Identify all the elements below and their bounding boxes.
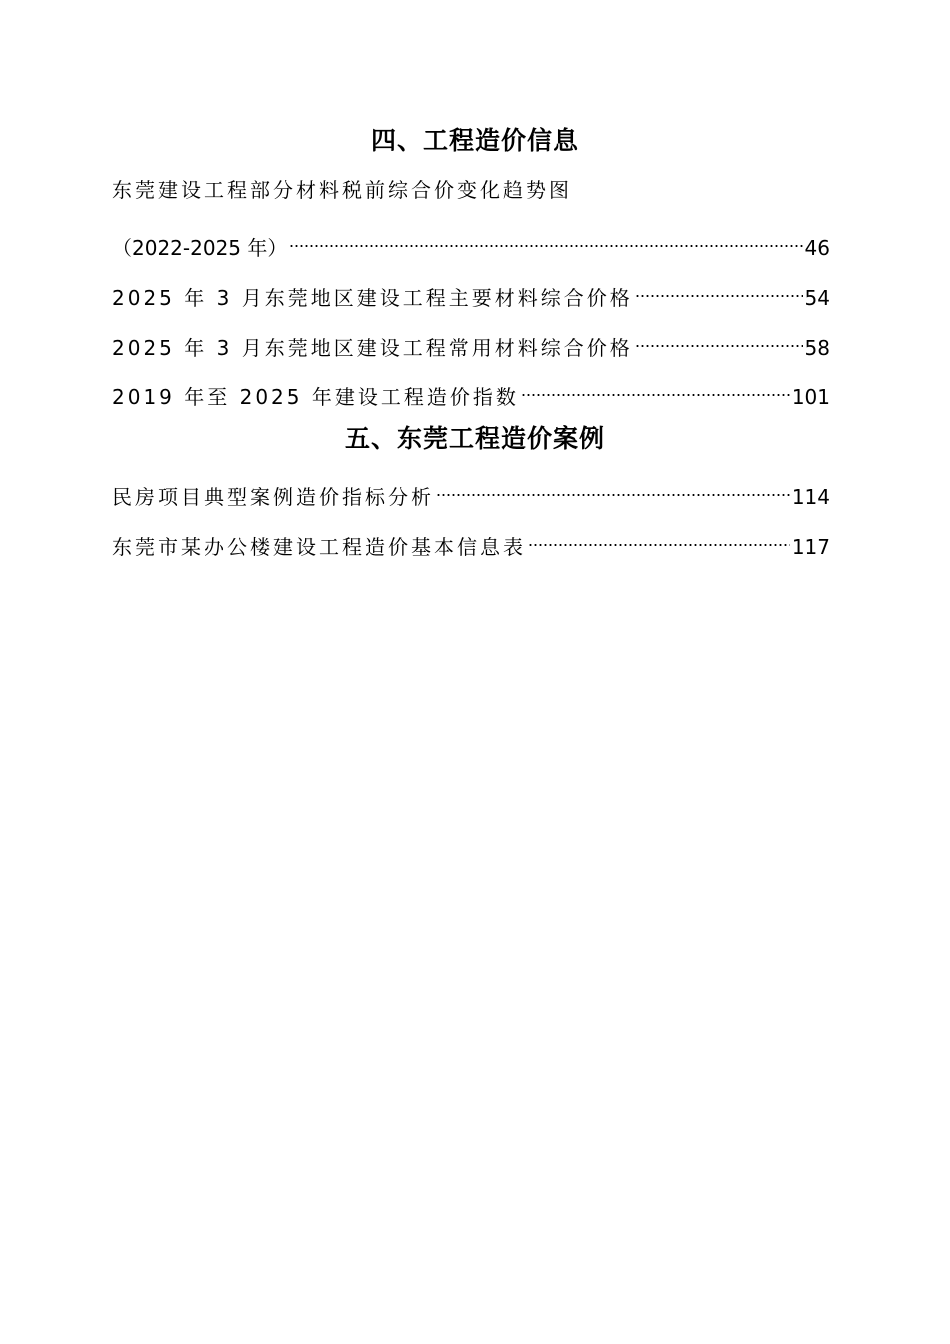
leader-dots: [436, 474, 790, 504]
toc-entry-common-material-prices[interactable]: [112, 325, 830, 360]
toc-entry-title: 2019 年至 2025 年建设工程造价指数: [112, 385, 519, 409]
leader-dots: [635, 325, 803, 355]
toc-entry-title: 东莞市某办公楼建设工程造价基本信息表: [112, 535, 526, 559]
section-heading-4: 四、工程造价信息: [370, 126, 579, 155]
leader-dots: [635, 275, 803, 305]
leader-dots: [289, 225, 802, 255]
toc-entry-page-number: 114: [791, 485, 830, 509]
toc-entry-title: 2025 年 3 月东莞地区建设工程常用材料综合价格: [112, 336, 633, 360]
toc-entry-title-continued: （2022-2025 年）: [112, 236, 288, 260]
toc-entry-office-building-case[interactable]: [112, 524, 830, 559]
toc-entry-title: 民房项目典型案例造价指标分析: [112, 485, 434, 509]
toc-entry-page-number: 54: [804, 286, 830, 310]
leader-dots: [528, 524, 790, 554]
toc-entry-page-number: 101: [791, 385, 830, 409]
toc-entry-page-number: 58: [804, 336, 830, 360]
toc-entry-page-number: 46: [804, 236, 830, 260]
toc-entry-residential-case[interactable]: [112, 474, 830, 509]
leader-dots: [521, 374, 790, 404]
toc-entry-material-trend-line1[interactable]: [112, 175, 830, 205]
toc-entry-cost-index[interactable]: [112, 374, 830, 409]
toc-entry-title: 东莞建设工程部分材料税前综合价变化趋势图: [112, 178, 572, 202]
toc-entry-main-material-prices[interactable]: [112, 275, 830, 310]
toc-entry-page-number: 117: [791, 535, 830, 559]
toc-entry-material-trend-line2[interactable]: [112, 225, 830, 260]
section-heading-5: 五、东莞工程造价案例: [344, 424, 605, 453]
toc-entry-title: 2025 年 3 月东莞地区建设工程主要材料综合价格: [112, 286, 633, 310]
